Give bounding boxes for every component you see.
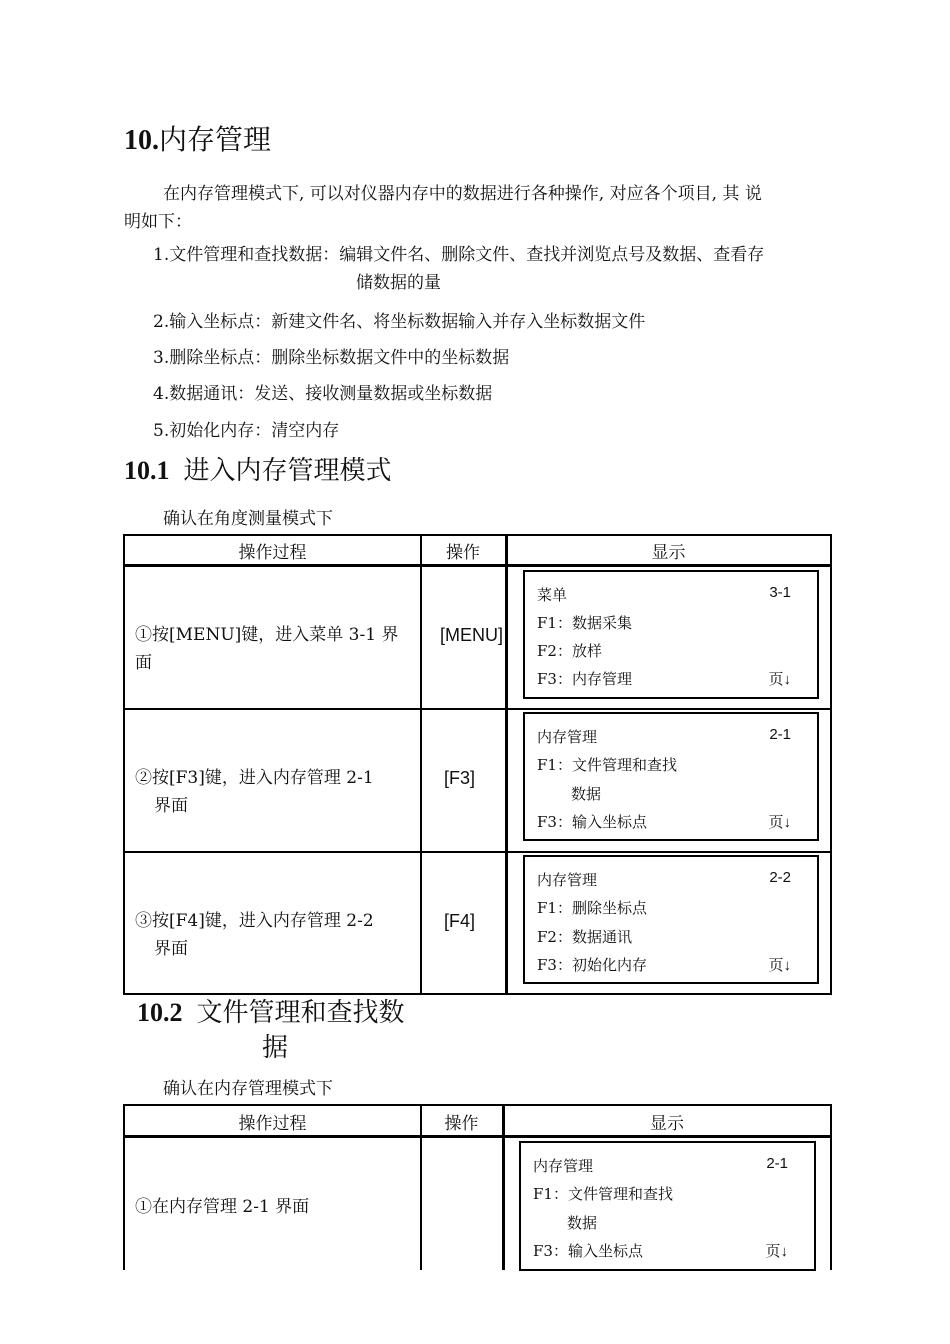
table-1-row-3-step-line-2: 界面 — [154, 939, 188, 959]
lcd-row — [537, 726, 791, 747]
table-1-row-2-key: [F3] — [444, 768, 476, 788]
lcd-row — [537, 926, 791, 947]
section-10-2-confirm: 确认在内存管理模式下 — [163, 1079, 333, 1099]
lcd-row — [537, 584, 791, 605]
item-1-line-2: 储数据的量 — [356, 273, 441, 293]
section-10-title: 内存管理 — [159, 123, 272, 156]
lcd-row-label: F1：文件管理和查找 — [537, 756, 677, 774]
lcd-page-number: 2-1 — [769, 726, 791, 743]
lcd-screen-memory-2-1 — [523, 712, 819, 841]
lcd-row-label: 数据 — [567, 1214, 598, 1232]
table-1-header-process: 操作过程 — [238, 543, 307, 563]
table-1-row-3-step — [135, 907, 415, 963]
table-1-row-1-key: [MENU] — [440, 625, 503, 645]
lcd-row — [537, 668, 791, 689]
lcd-row — [571, 783, 791, 804]
lcd-row-label: 内存管理 — [537, 871, 598, 889]
lcd-row — [537, 869, 791, 890]
lcd-row — [533, 1183, 788, 1204]
lcd-row-label: F1：数据采集 — [537, 614, 632, 632]
lcd-row — [537, 897, 791, 918]
table-1-col-divider-1 — [420, 534, 422, 995]
lcd-page-down: 页↓ — [765, 1243, 788, 1260]
lcd-screen-memory-2-2 — [523, 855, 819, 984]
lcd-row-label: F2：数据通讯 — [537, 928, 632, 946]
item-2: 2.输入坐标点：新建文件名、将坐标数据输入并存入坐标数据文件 — [153, 312, 646, 332]
lcd-row — [537, 612, 791, 633]
lcd-row-label: F1：文件管理和查找 — [533, 1185, 673, 1203]
section-10-1-heading — [124, 450, 392, 487]
table-1-header-display: 显示 — [651, 543, 686, 563]
lcd-row-label: F1：删除坐标点 — [537, 899, 647, 917]
table-1-row-1-step — [135, 621, 415, 677]
lcd-row-label: F3：内存管理 — [537, 670, 632, 688]
item-3: 3.删除坐标点：删除坐标数据文件中的坐标数据 — [153, 348, 510, 368]
lcd-row-label: 内存管理 — [533, 1157, 594, 1175]
item-4: 4.数据通讯：发送、接收测量数据或坐标数据 — [153, 384, 493, 404]
table-1-col-divider-2 — [505, 534, 508, 995]
section-10-2-title-line-2: 据 — [262, 1033, 289, 1063]
lcd-page-number: 2-1 — [766, 1155, 788, 1172]
table-1-header-operation: 操作 — [446, 543, 480, 563]
lcd-page-number: 3-1 — [769, 584, 791, 601]
intro-line-1: 在内存管理模式下, 可以对仪器内存中的数据进行各种操作, 对应各个项目, 其 说 — [163, 184, 762, 204]
table-1-row-2-step-line-2: 界面 — [154, 796, 188, 816]
lcd-row — [567, 1212, 788, 1233]
lcd-screen-memory-2-1 — [519, 1141, 816, 1271]
table-2-header-process: 操作过程 — [238, 1114, 307, 1134]
lcd-row-label: F2：放样 — [537, 642, 602, 660]
section-10-1-confirm: 确认在角度测量模式下 — [163, 509, 333, 529]
lcd-row-label: 内存管理 — [537, 728, 598, 746]
intro-line-2: 明如下： — [124, 212, 192, 232]
section-10-2-number: 10.2 — [137, 998, 183, 1027]
lcd-row — [537, 640, 791, 661]
table-1-row-2-step — [135, 764, 415, 820]
section-10-1-number: 10.1 — [124, 456, 170, 485]
lcd-row-label: F3：初始化内存 — [537, 956, 647, 974]
section-10-2-title-line-1: 文件管理和查找数 — [196, 998, 405, 1028]
item-5: 5.初始化内存：清空内存 — [153, 421, 340, 441]
lcd-row-label: 菜单 — [537, 586, 568, 604]
lcd-page-down: 页↓ — [768, 814, 791, 831]
table-1-row-divider-2 — [123, 851, 832, 853]
table-1-row-1-step-line-2: 面 — [135, 653, 152, 673]
lcd-row-label: F3：输入坐标点 — [537, 813, 647, 831]
table-1-header-divider — [123, 564, 832, 567]
table-1-row-3-key: [F4] — [444, 911, 476, 931]
lcd-row-label: 数据 — [571, 785, 602, 803]
lcd-page-down: 页↓ — [768, 957, 791, 974]
table-1-row-2-step-line-1: ②按[F3]键，进入内存管理 2-1 — [135, 768, 374, 788]
lcd-screen-menu-3-1 — [523, 570, 819, 699]
lcd-page-number: 2-2 — [769, 869, 791, 886]
section-10-number: 10. — [124, 125, 159, 156]
lcd-row — [537, 754, 791, 775]
page-bottom-margin — [0, 1270, 950, 1344]
lcd-row — [533, 1155, 788, 1176]
table-2-header-divider — [123, 1135, 832, 1138]
lcd-row — [537, 954, 791, 975]
item-1-line-1: 1.文件管理和查找数据：编辑文件名、删除文件、查找并浏览点号及数据、查看存 — [153, 245, 765, 265]
lcd-row — [533, 1240, 788, 1261]
section-10-heading — [124, 118, 271, 158]
table-1-row-divider-1 — [123, 708, 832, 710]
lcd-page-down: 页↓ — [768, 671, 791, 688]
table-1-row-3-step-line-1: ③按[F4]键，进入内存管理 2-2 — [135, 911, 374, 931]
table-2-row-1-step: ①在内存管理 2-1 界面 — [135, 1197, 310, 1217]
table-1-row-1-step-line-1: ①按[MENU]键，进入菜单 3-1 界 — [135, 625, 399, 645]
section-10-2-heading — [137, 992, 405, 1029]
lcd-row — [537, 811, 791, 832]
table-2-header-operation: 操作 — [444, 1114, 479, 1134]
table-2-header-display: 显示 — [650, 1114, 684, 1134]
lcd-row-label: F3：输入坐标点 — [533, 1242, 643, 1260]
section-10-1-title: 进入内存管理模式 — [183, 456, 392, 486]
